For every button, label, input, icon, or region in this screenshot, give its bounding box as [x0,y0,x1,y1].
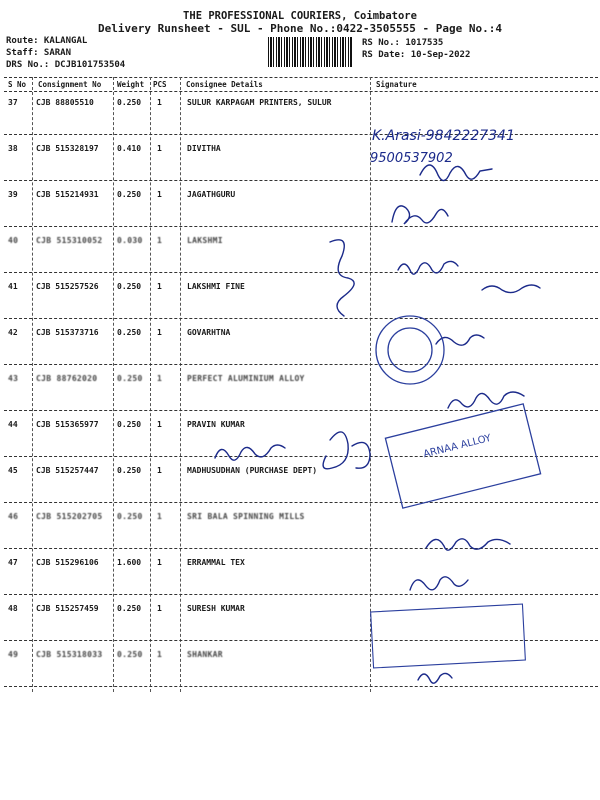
row-consignee: SHANKAR [187,650,223,659]
row-weight: 0.250 [117,512,143,521]
col-header-consignment: Consignment No [38,80,102,89]
row-separator [4,226,598,227]
row-sno: 48 [8,604,18,613]
row-pcs: 1 [157,98,162,107]
rs-date: RS Date: 10-Sep-2022 [362,50,471,60]
row-consignment: CJB 515328197 [36,144,99,153]
row-sno: 39 [8,190,18,199]
row-consignee: PERFECT ALUMINIUM ALLOY [187,374,305,383]
row-sno: 47 [8,558,18,567]
row-sno: 45 [8,466,18,475]
col-header-consignee: Consignee Details [186,80,263,89]
table-row [0,328,600,374]
row-sno: 40 [8,236,19,245]
row-weight: 0.250 [117,420,142,429]
row-separator [4,272,598,273]
row-weight: 0.250 [117,190,142,199]
alloy-stamp-name: ARNAA ALLOY [422,432,493,461]
row-sno: 44 [8,420,18,429]
row-consignee: MADHUSUDHAN (PURCHASE DEPT) [187,466,318,475]
table-row [0,512,600,558]
row-sno: 37 [8,98,18,107]
row-consignment: CJB 515373716 [36,328,99,337]
row-consignment: CJB 515257447 [36,466,99,475]
table-row [0,144,600,190]
header-bottom-rule [4,91,598,92]
row-consignee: DIVITHA [187,144,221,153]
row-pcs: 1 [157,466,162,475]
table-row [0,466,600,512]
row-consignee: JAGATHGURU [187,190,236,199]
row-separator [4,548,598,549]
row-consignment: CJB 515214931 [36,190,99,199]
route-label: Route: KALANGAL [6,36,88,46]
staff-label: Staff: SARAN [6,48,72,58]
rs-number: RS No.: 1017535 [362,38,444,48]
row-weight: 0.250 [117,466,142,475]
row-consignment: CJB 515310052 [36,236,103,245]
table-row [0,98,600,144]
col-header-weight: Weight [117,80,145,89]
table-top-rule [4,77,598,78]
table-row [0,236,600,282]
row-pcs: 1 [157,236,163,245]
row-consignee: ERRAMMAL TEX [187,558,245,567]
table-row [0,604,600,650]
row-separator [4,594,598,595]
row-sno: 42 [8,328,18,337]
row-weight: 1.600 [117,558,142,567]
row-weight: 0.250 [117,328,142,337]
barcode [268,37,352,67]
table-row [0,374,600,420]
row-consignee: LAKSHMI FINE [187,282,245,291]
row-consignment: CJB 515202705 [36,512,103,521]
row-pcs: 1 [157,144,162,153]
row-pcs: 1 [157,190,162,199]
row-separator [4,180,598,181]
row-sno: 46 [8,512,19,521]
table-row [0,420,600,466]
row-consignment: CJB 88805510 [36,98,94,107]
row-separator [4,640,598,641]
row-consignment: CJB 515365977 [36,420,99,429]
row-sno: 43 [8,374,19,383]
row-separator [4,456,598,457]
row-consignment: CJB 515296106 [36,558,99,567]
row-weight: 0.250 [117,98,142,107]
row-separator [4,410,598,411]
row-consignment: CJB 515257459 [36,604,99,613]
company-title: THE PROFESSIONAL COURIERS, Coimbatore [183,10,417,22]
row-weight: 0.250 [117,282,142,291]
handwritten-phone-note-2: 9500537902 [370,151,453,166]
row-sno: 49 [8,650,19,659]
row-consignment: CJB 515318033 [36,650,103,659]
row-consignment: CJB 515257526 [36,282,99,291]
row-pcs: 1 [157,374,163,383]
row-pcs: 1 [157,650,163,659]
runsheet-title: Delivery Runsheet - SUL - Phone No.:0422-3505555 - Page No.:4 [98,22,502,35]
row-separator [4,502,598,503]
row-consignee: SURESH KUMAR [187,604,245,613]
row-consignee: SRI BALA SPINNING MILLS [187,512,305,521]
row-pcs: 1 [157,604,162,613]
row-weight: 0.250 [117,604,142,613]
row-weight: 0.250 [117,374,143,383]
row-pcs: 1 [157,282,162,291]
drs-number: DRS No.: DCJB101753504 [6,60,126,70]
row-pcs: 1 [157,512,163,521]
col-header-signature: Signature [376,80,417,89]
row-consignee: SULUR KARPAGAM PRINTERS, SULUR [187,98,332,107]
col-header-sno: S No [8,80,27,89]
row-weight: 0.410 [117,144,142,153]
table-row [0,650,600,696]
row-separator [4,318,598,319]
row-consignee: PRAVIN KUMAR [187,420,245,429]
row-weight: 0.030 [117,236,143,245]
row-separator [4,686,598,687]
row-separator [4,134,598,135]
row-separator [4,364,598,365]
row-consignee: GOVARHTNA [187,328,231,337]
row-weight: 0.250 [117,650,143,659]
row-sno: 41 [8,282,18,291]
row-sno: 38 [8,144,18,153]
row-pcs: 1 [157,420,162,429]
table-row [0,190,600,236]
row-consignment: CJB 88762020 [36,374,98,383]
table-row [0,282,600,328]
row-consignee: LAKSHMI [187,236,223,245]
table-row [0,558,600,604]
row-pcs: 1 [157,558,162,567]
col-header-pcs: PCS [153,80,167,89]
row-pcs: 1 [157,328,162,337]
handwritten-phone-note: K.Arasi-9842227341 [372,128,515,144]
